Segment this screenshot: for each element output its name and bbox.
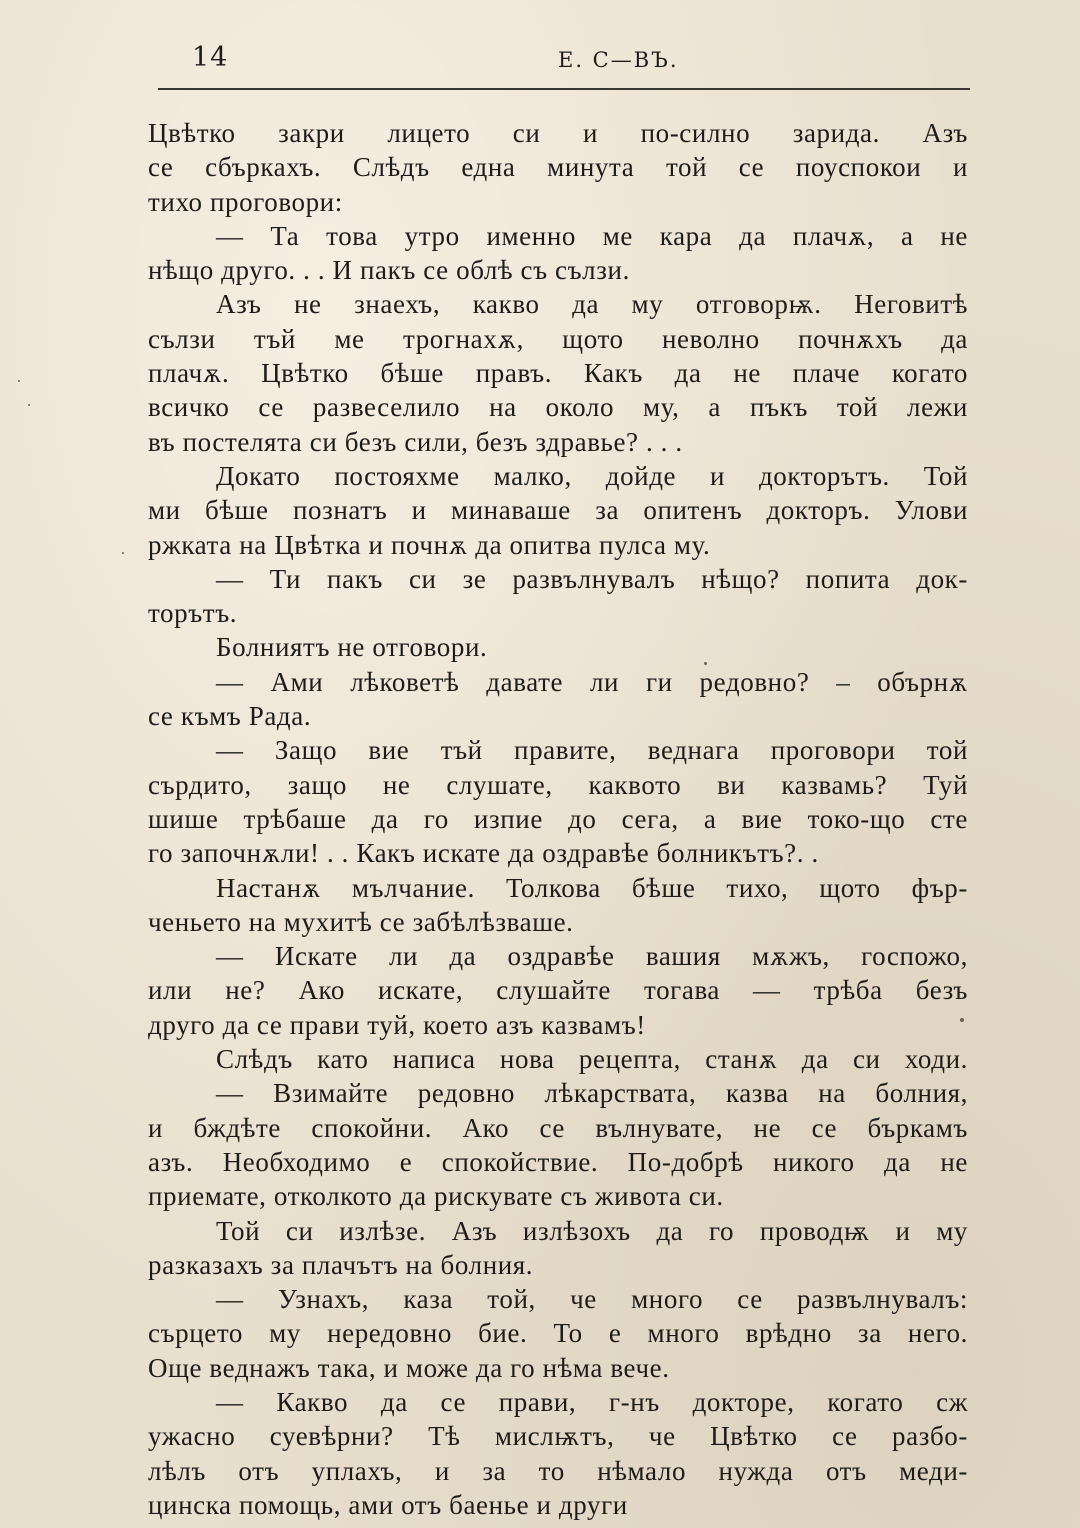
- paper-speck: [960, 1018, 964, 1022]
- text-line: Настанѫ мълчание. Толкова бѣше тихо, щото фър-: [216, 872, 968, 903]
- text-line: цинска помощь, ами отъ баенье и други: [148, 1489, 628, 1520]
- running-head: Е. С—ВЪ.: [558, 48, 679, 72]
- text-line: сърдито, защо не слушате, каквото ви казвамь? Туй: [148, 769, 968, 800]
- text-line: ужасно суевѣрни? Тѣ мислѭтъ, че Цвѣтко се разбо-: [148, 1421, 968, 1452]
- text-line: шише трѣбаше да го изпие до сега, а вие токо-що сте: [148, 803, 968, 834]
- text-line: — Искате ли да оздравѣе вашия мѫжъ, госпожо,: [216, 941, 968, 972]
- text-line: се сбъркахъ. Слѣдъ една минута той се поуспокои и: [148, 152, 968, 183]
- text-line: всичко се развеселило на около му, а пъкъ той лежи: [148, 392, 968, 423]
- text-line: приемате, отколкото да рискувате съ живота си.: [148, 1181, 724, 1212]
- text-line: лѣлъ отъ уплахъ, и за то нѣмало нужда отъ меди-: [148, 1455, 968, 1486]
- text-line: сърцето му нередовно бие. То е много врѣдно за него.: [148, 1318, 968, 1349]
- text-line: — Узнахъ, каза той, че много се развълнувалъ:: [216, 1284, 968, 1315]
- text-line: разказахъ за плачътъ на болния.: [148, 1249, 534, 1280]
- text-line: тихо проговори:: [148, 186, 343, 217]
- text-line: Докато постояхме малко, дойде и докторътъ. Той: [216, 460, 968, 491]
- text-line: и бждѣте спокойни. Ако се вълнувате, не се бъркамъ: [148, 1112, 968, 1143]
- text-line: Азъ не знаехъ, какво да му отговорѭ. Неговитѣ: [216, 289, 968, 320]
- paper-speck: [18, 380, 20, 382]
- text-line: го започнѫли! . . Какъ искате да оздравѣе болникътъ?. .: [148, 838, 819, 869]
- text-line: нѣщо друго. . . И пакъ се облѣ съ сълзи.: [148, 255, 630, 286]
- text-line: — Какво да се прави, г-нъ докторе, когато сж: [216, 1386, 968, 1417]
- page-number: 14: [192, 42, 229, 73]
- paper-speck: [122, 552, 124, 554]
- paper-speck: [704, 662, 707, 665]
- text-line: се къмъ Рада.: [148, 701, 312, 732]
- body-text: [148, 116, 968, 1522]
- text-line: ржката на Цвѣтка и почнѫ да опитва пулса му.: [148, 529, 711, 560]
- text-line: — Защо вие тъй правите, веднага проговори той: [216, 735, 968, 766]
- text-line: плачѫ. Цвѣтко бѣше правъ. Какъ да не плаче когато: [148, 358, 968, 389]
- text-line: Той си излѣзе. Азъ излѣзохъ да го проводѭ и му: [216, 1215, 968, 1246]
- text-line: Болниятъ не отговори.: [216, 632, 488, 663]
- text-line: друго да се прави туй, което азъ казвамъ!: [148, 1009, 646, 1040]
- text-line: или не? Ако искате, слушайте тогава — трѣба безъ: [148, 975, 968, 1006]
- text-line: Още веднажъ така, и може да го нѣма вече.: [148, 1352, 670, 1383]
- text-line: въ постелята си безъ сили, безъ здравье? . . .: [148, 426, 683, 457]
- page-header: [158, 38, 970, 90]
- text-line: сълзи тъй ме трогнахѫ, щото неволно почнѫхъ да: [148, 323, 968, 354]
- text-line: — Ти пакъ си зе развълнувалъ нѣщо? попита док-: [216, 563, 968, 594]
- text-line: ми бѣше познатъ и минаваше за опитенъ докторъ. Улови: [148, 495, 968, 526]
- text-line: торътъ.: [148, 598, 238, 629]
- text-line: ченьето на мухитѣ се забѣлѣзваше.: [148, 906, 574, 937]
- text-line: Слѣдъ като написа нова рецепта, станѫ да си ходи.: [216, 1044, 968, 1075]
- text-line: — Та това утро именно ме кара да плачѫ, а не: [216, 220, 968, 251]
- paper-speck: [28, 404, 30, 406]
- text-line: — Взимайте редовно лѣкарствата, казва на болния,: [216, 1078, 968, 1109]
- text-line: — Ами лѣковетѣ давате ли ги редовно? – обърнѫ: [216, 666, 968, 697]
- text-line: азъ. Необходимо е спокойствие. По-добрѣ никого да не: [148, 1146, 968, 1177]
- text-line: Цвѣтко закри лицето си и по-силно зарида. Азъ: [148, 118, 968, 148]
